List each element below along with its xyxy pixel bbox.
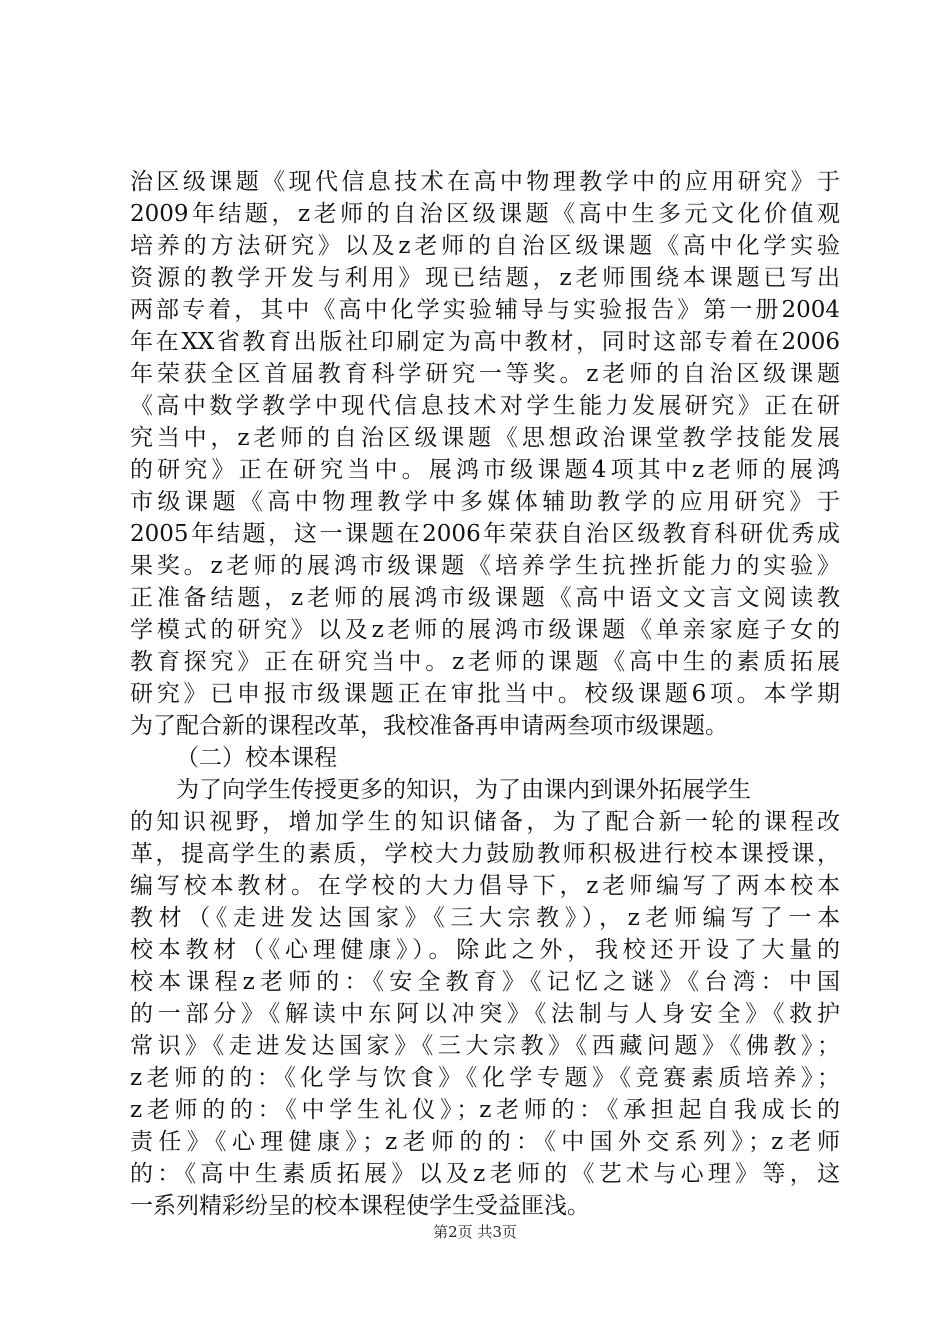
document-body [130, 166, 840, 1222]
paragraph1-line: 2009年结题，z老师的自治区级课题《高中生多元文化价值观 [130, 201, 840, 227]
paragraph1-line: 《高中数学教学中现代信息技术对学生能力发展研究》正在研 [130, 393, 840, 419]
paragraph2-line: z老师的的：《化学与饮食》《化学专题》《竞赛素质培养》； [130, 1065, 840, 1091]
paragraph2-line: 为了向学生传授更多的知识，为了由课内到课外拓展学生 [176, 777, 751, 803]
paragraph2-line: 教材（《走进发达国家》《三大宗教》），z老师编写了一本 [130, 905, 840, 931]
paragraph1-line: 年在XX省教育出版社印刷定为高中教材，同时这部专着在2006 [130, 329, 840, 355]
paragraph2-line: 的一部分》《解读中东阿以冲突》《法制与人身安全》《救护 [130, 1001, 840, 1027]
paragraph2-line: 责任》《心理健康》；z老师的的：《中国外交系列》；z老师 [130, 1129, 840, 1155]
paragraph1-line: 市级课题《高中物理教学中多媒体辅助教学的应用研究》于 [130, 489, 840, 515]
paragraph2-line: 常识》《走进发达国家》《三大宗教》《西藏问题》《佛教》； [130, 1033, 840, 1059]
paragraph1-line: 年荣获全区首届教育科学研究一等奖。z老师的自治区级课题 [130, 361, 840, 387]
paragraph1-line: 治区级课题《现代信息技术在高中物理教学中的应用研究》于 [130, 169, 840, 195]
paragraph1-line: 究当中，z老师的自治区级课题《思想政治课堂教学技能发展 [130, 425, 840, 451]
paragraph1-line: 2005年结题，这一课题在2006年荣获自治区级教育科研优秀成 [130, 521, 840, 547]
paragraph1-line: 教育探究》正在研究当中。z老师的课题《高中生的素质拓展 [130, 649, 840, 675]
paragraph2-line: 的知识视野，增加学生的知识储备，为了配合新一轮的课程改 [130, 809, 840, 835]
paragraph2-line: 校本教材（《心理健康》）。除此之外，我校还开设了大量的 [130, 937, 840, 963]
paragraph2-line: 校本课程z老师的：《安全教育》《记忆之谜》《台湾：中国 [130, 969, 840, 995]
paragraph2-line: 一系列精彩纷呈的校本课程使学生受益匪浅。 [130, 1193, 590, 1219]
paragraph1-line: 学模式的研究》以及z老师的展鸿市级课题《单亲家庭子女的 [130, 617, 840, 643]
paragraph2-line: 革，提高学生的素质，学校大力鼓励教师积极进行校本课授课， [130, 841, 840, 867]
paragraph1-line: 正准备结题，z老师的展鸿市级课题《高中语文文言文阅读教 [130, 585, 840, 611]
page-number-footer: 第2页 共3页 [433, 1223, 517, 1241]
paragraph2-line: z老师的的：《中学生礼仪》；z老师的：《承担起自我成长的 [130, 1097, 840, 1123]
paragraph1-line: 两部专着，其中《高中化学实验辅导与实验报告》第一册2004 [130, 297, 840, 323]
paragraph1-line: 为了配合新的课程改革，我校准备再申请两叁项市级课题。 [130, 713, 728, 739]
paragraph1-line: 的研究》正在研究当中。展鸿市级课题4项其中z老师的展鸿 [130, 457, 840, 483]
paragraph1-line: 培养的方法研究》以及z老师的自治区级课题《高中化学实验 [130, 233, 840, 259]
paragraph2-line: 编写校本教材。在学校的大力倡导下，z老师编写了两本校本 [130, 873, 840, 899]
paragraph1-line: 果奖。z老师的展鸿市级课题《培养学生抗挫折能力的实验》 [130, 553, 840, 579]
section-heading: （二）校本课程 [176, 745, 337, 771]
paragraph1-line: 资源的教学开发与利用》现已结题，z老师围绕本课题已写出 [130, 265, 840, 291]
paragraph2-line: 的：《高中生素质拓展》以及z老师的《艺术与心理》等，这 [130, 1161, 840, 1187]
paragraph1-line: 研究》已申报市级课题正在审批当中。校级课题6项。本学期 [130, 681, 840, 707]
